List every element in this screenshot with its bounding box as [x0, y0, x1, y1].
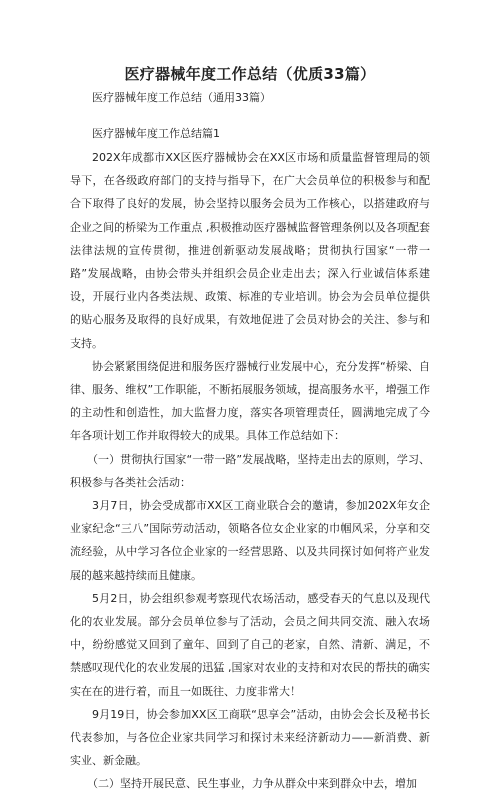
paragraph-overview: 协会紧紧围绕促进和服务医疗器械行业发展中心，充分发挥“桥梁、自律、服务、维权”工作职能，不断拓展服务领域，提高服务水平，增强工作的主动性和创造性，加大监督力度，落实各项管理责任，圆满地完成了今年各项计划工作并取得较大的成果。具体工作总结如下：	[70, 359, 430, 443]
paragraph-march: 3月7日，协会受成都市XX区工商业联合会的邀请，参加202X年女企业家纪念“三八”国际劳动活动，领略各位女企业家的巾帼风采，分享和交流经验，从中学习各位企业家的一经营思路、以及共同探讨如何将产业发展的越来越持续而且健康。	[70, 499, 430, 582]
document-title: 医疗器械年度工作总结（优质33篇）	[124, 65, 376, 83]
section-title: 医疗器械年度工作总结篇1	[92, 127, 220, 140]
paragraph-intro: 202X年成都市XX区医疗器械协会在XX区市场和质量监督管理局的领导下，在各级政府部门的支持与指导下，在广大会员单位的积极参与和配合下取得了良好的发展，协会坚持以服务会员为工作核心，以搭建政府与企业之间的桥梁为工作重点 ,积极推动医疗器械监督管理条例以及各项配套法律法规的宣传贯彻，推进创新驱动发展战略；贯彻执行国家“一带一路”发展战略，由协会带头并组织会员企业走出去；深入行业诚信体系建设，开展行业内各类法规、政策、标准的专业培训。协会为会员单位提供的贴心服务及取得的良好成果，有效地促进了会员对协会的关注、参与和支持。	[70, 151, 430, 350]
paragraph-heading-2: （二）坚持开展民意、民生事业，力争从群众中来到群众中去，增加	[87, 777, 417, 791]
paragraph-may: 5月2日，协会组织参观考察现代农场活动，感受春天的气息以及现代化的农业发展。部分会员单位参与了活动，会员之间共同交流、融入农场中，纷纷感觉又回到了童年、回到了自己的老家，自然、清新、满足，不禁感叹现代化的农业发展的迅猛 ,国家对农业的支持和对农民的帮扶的确实实在在的进行着，而且一如既往、力度非常大！	[70, 591, 430, 698]
paragraph-heading-1: （一）贯彻执行国家“一带一路”发展战略，坚持走出去的原则，学习、积极参与各类社会活动：	[70, 452, 430, 489]
paragraph-september: 9月19日，协会参加XX区工商联“思享会”活动，由协会会长及秘书长代表参加，与各位企业家共同学习和探讨未来经济新动力——新消费、新实业、新金融。	[70, 707, 430, 768]
spacer	[70, 108, 430, 124]
document-subtitle: 医疗器械年度工作总结（通用33篇）	[92, 91, 271, 104]
